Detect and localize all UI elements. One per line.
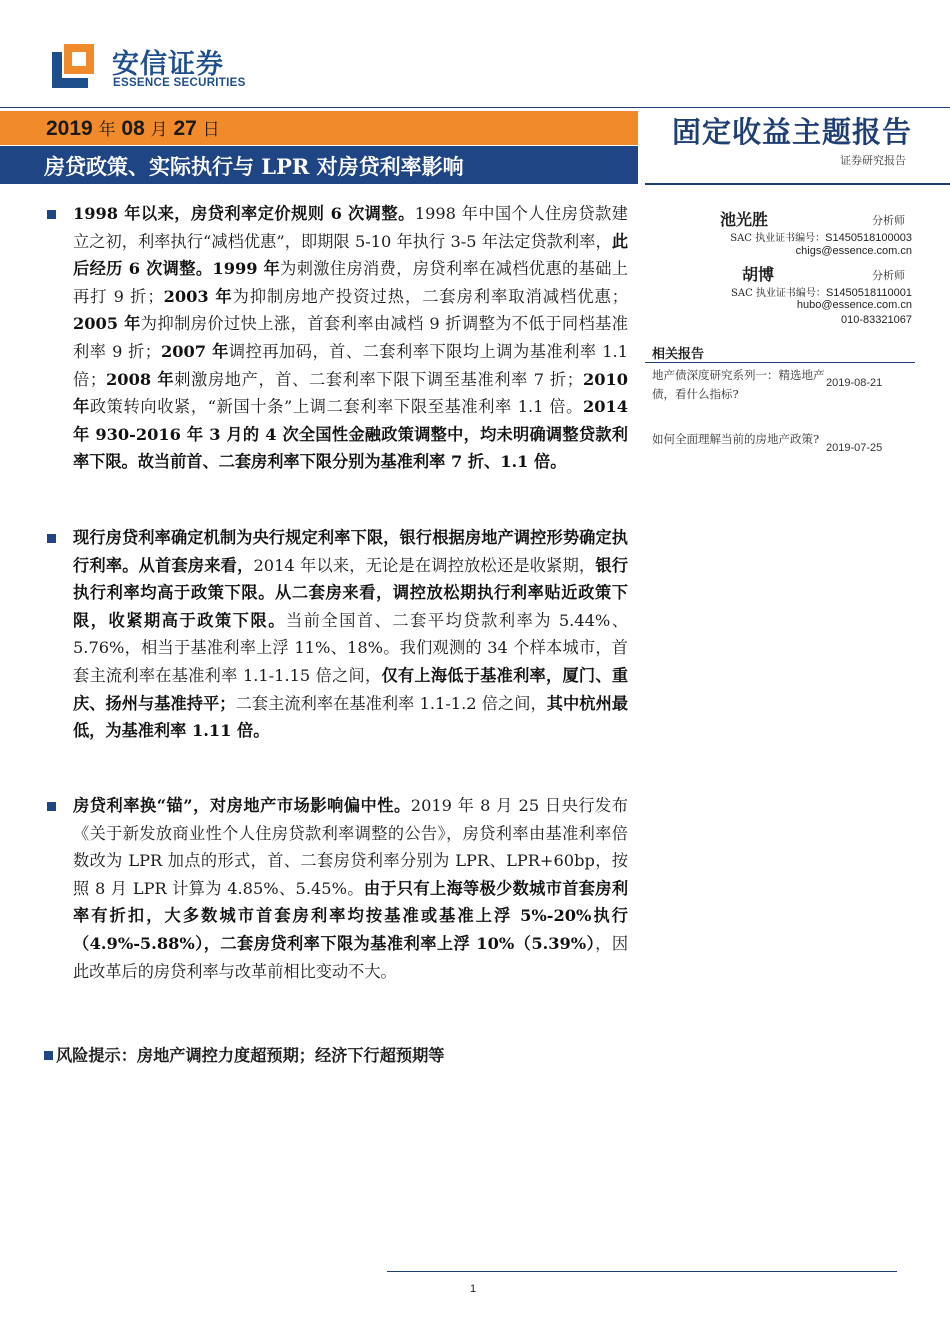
bullet-icon [47, 210, 56, 219]
page-number: 1 [470, 1283, 477, 1295]
report-type: 固定收益主题报告 [672, 115, 913, 149]
analyst-role: 分析师 [872, 214, 905, 227]
analyst-name: 胡博 [742, 265, 775, 284]
risk-warning: 风险提示：房地产调控力度超预期；经济下行超预期等 [44, 1042, 445, 1066]
text-segment: ，因此改革后的房贷利率与改革前相比变动不大。 [73, 933, 629, 981]
header-divider [0, 107, 950, 108]
bold-segment: 1998 年以来，房贷利率定价规则 6 次调整。 [73, 204, 415, 223]
bold-segment: 其中杭州最低，为基准利率 1.11 倍。 [73, 693, 629, 741]
paragraph-current-mechanism [73, 524, 628, 745]
text-segment: 2014 年以来，无论是在调控放松还是收紧期， [253, 555, 596, 575]
related-report-link[interactable]: 地产债深度研究系列一：精选地产债，看什么指标? [652, 368, 825, 401]
bold-segment: 仅有上海低于基准利率，厦门、重庆、扬州与基准持平； [73, 665, 629, 713]
report-date: 2019 年 08 月 27 日 [46, 117, 220, 140]
paragraph-pricing-rules [73, 200, 628, 476]
report-subtype: 证券研究报告 [840, 154, 906, 167]
bold-segment: 现行房贷利率确定机制为央行规定利率下限，银行根据房地产调控形势确定执行利率。从首套房来看， [73, 528, 628, 575]
bold-segment: 2014 年 930-2016 年 3 月的 4 次全国性金融政策调整中，均未明确调整贷款利率下限。故当前首、二套房利率下限分别为基准利率 7 折、1.1 倍。 [73, 397, 628, 472]
bullet-icon [47, 534, 56, 543]
brand-name-cn: 安信证券 [112, 49, 224, 80]
text-segment: 1998 年中国个人住房贷款建立之初，利率执行“减档优惠”，即期限 5-10 年执行 3-5 年法定贷款利率， [73, 204, 628, 251]
bold-segment: 2003 年 [163, 286, 233, 306]
footer-divider [387, 1271, 897, 1272]
bold-segment: 此后经历 6 次调整。1999 年 [73, 231, 628, 279]
bold-segment: 2007 年 [160, 341, 229, 361]
bold-segment: 2008 年 [106, 369, 175, 389]
analyst-phone: 010-83321067 [841, 314, 912, 326]
brand-name-en: ESSENCE SECURITIES [113, 77, 246, 89]
bold-segment: 2010 年 [73, 369, 629, 417]
related-reports-title: 相关报告 [652, 347, 705, 362]
text-segment: 为抑制房地产投资过热，二套房利率取消减档优惠； [232, 286, 628, 306]
related-report-date: 2019-08-21 [826, 377, 883, 389]
analyst-email[interactable]: chigs@essence.com.cn [795, 245, 912, 257]
text-segment: 为刺激住房消费，房贷利率在减档优惠的基础上再打 9 折； [73, 259, 628, 306]
text-segment: 调控再加码，首、二套利率下限均上调为基准利率 1.1 倍； [73, 341, 628, 389]
bullet-icon [47, 802, 56, 811]
text-segment: 2019 年 8 月 25 日央行发布《关于新发放商业性个人住房贷款利率调整的公告》，房贷利率由基准利率倍数改为 LPR 加点的形式，首、二套房贷利率分别为 LPR、LPR+60bp，按照 8 月 LPR 计算为 4.85%、5.45%。 [73, 796, 628, 898]
analyst-role: 分析师 [872, 269, 905, 282]
bullet-icon [44, 1051, 53, 1060]
bold-segment: 房贷利率换“锚”，对房地产市场影响偏中性。 [73, 796, 411, 815]
right-divider [645, 183, 950, 185]
text-segment: 当前全国首、二套平均贷款利率为 5.44%、5.76%，相当于基准利率上浮 11%、18%。我们观测的 34 个样本城市，首套主流利率在基准利率 1.1-1.15 倍之间， [73, 610, 629, 685]
analyst-email[interactable]: hubo@essence.com.cn [796, 299, 912, 311]
related-divider [645, 362, 915, 363]
bold-segment: 由于只有上海等极少数城市首套房利率有折扣，大多数城市首套房利率均按基准或基准上浮 5%-20%执行（4.9%-5.88%），二套房贷利率下限为基准利率上浮 10%（5.39%） [73, 878, 629, 953]
text-segment: 刺激房地产，首、二套利率下限下调至基准利率 7 折； [174, 369, 583, 389]
related-report-link[interactable]: 如何全面理解当前的房地产政策? [652, 432, 820, 446]
essence-logo-icon [52, 44, 96, 88]
report-title: 房贷政策、实际执行与 LPR 对房贷利率影响 [44, 154, 464, 179]
related-report-date: 2019-07-25 [826, 442, 883, 454]
bold-segment: 2005 年 [73, 314, 141, 334]
paragraph-lpr-anchor [73, 792, 628, 985]
text-segment: 政策转向收紧，“新国十条”上调二套利率下限至基准利率 1.1 倍。 [89, 397, 583, 417]
analyst-name: 池光胜 [720, 210, 769, 229]
text-segment: 二套主流利率在基准利率 1.1-1.2 倍之间， [235, 693, 547, 713]
text-segment: 为抑制房价过快上涨，首套利率由减档 9 折调整为不低于同档基准利率 9 折； [73, 314, 628, 361]
bold-segment: 银行执行利率均高于政策下限。从二套房来看，调控放松期执行利率贴近政策下限，收紧期高于政策下限。 [73, 555, 629, 630]
analyst-sac: SAC 执业证书编号：S1450518110001 [731, 287, 912, 299]
analyst-sac: SAC 执业证书编号：S1450518100003 [730, 232, 912, 244]
